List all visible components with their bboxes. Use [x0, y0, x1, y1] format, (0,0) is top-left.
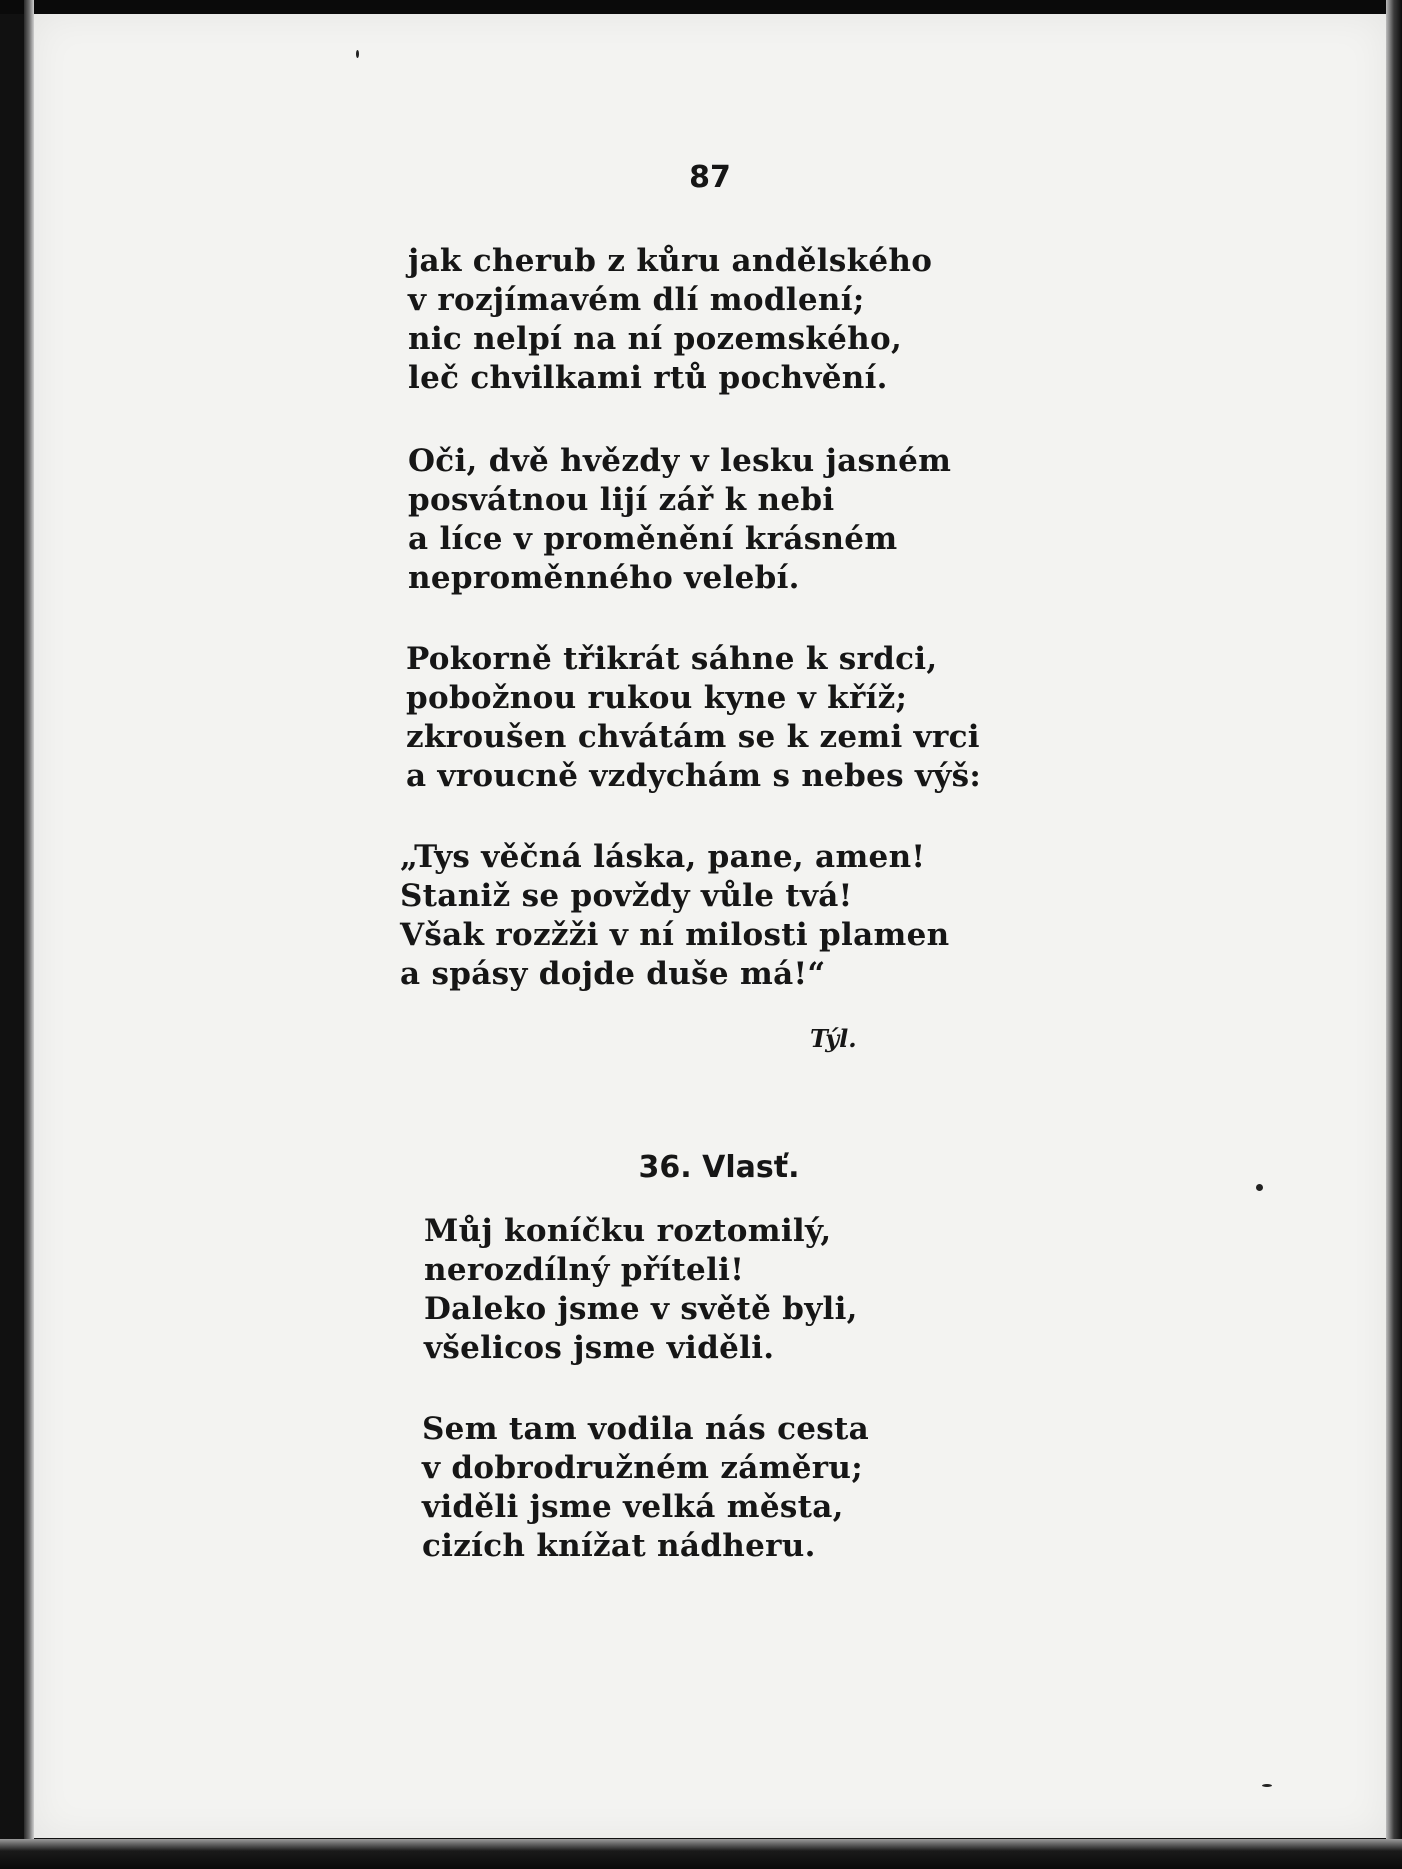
stanza-1	[408, 242, 932, 398]
scan-border-left	[24, 0, 34, 1869]
verse-line: posvátnou lijí zář k nebi	[408, 482, 835, 518]
verse-line: zkroušen chvátám se k zemi vrci	[406, 719, 980, 755]
verse-line: pobožnou rukou kyne v kříž;	[406, 680, 908, 716]
scan-border-right	[1386, 0, 1402, 1869]
verse-line: Můj koníčku roztomilý,	[424, 1213, 832, 1249]
book-page	[34, 14, 1386, 1838]
verse-line: neproměnného velebí.	[408, 560, 800, 596]
stanza-6	[422, 1410, 869, 1566]
scan-border-bottom	[0, 1839, 1402, 1869]
verse-line: Daleko jsme v světě byli,	[424, 1291, 858, 1327]
verse-line: cizích knížat nádheru.	[422, 1528, 816, 1564]
stanza-5	[424, 1212, 858, 1368]
scan-border-top	[0, 0, 1402, 14]
verse-line: „Tys věčná láska, pane, amen!	[400, 839, 926, 875]
verse-line: a líce v proměnění krásném	[408, 521, 898, 557]
verse-line: Oči, dvě hvězdy v lesku jasném	[408, 443, 952, 479]
verse-line: Pokorně třikrát sáhne k srdci,	[406, 641, 938, 677]
stanza-3	[406, 640, 981, 796]
verse-line: viděli jsme velká města,	[422, 1489, 844, 1525]
scan-speck	[1262, 1784, 1272, 1787]
verse-line: Sem tam vodila nás cesta	[422, 1411, 870, 1447]
verse-line: jak cherub z kůru andělského	[408, 243, 933, 279]
verse-line: všelicos jsme viděli.	[424, 1330, 775, 1366]
scan-speck	[1256, 1184, 1263, 1191]
verse-line: Však rozžži v ní milosti plamen	[400, 917, 950, 953]
verse-line: Staniž se povždy vůle tvá!	[400, 878, 853, 914]
scan-speck	[356, 50, 359, 58]
page-number: 87	[689, 160, 731, 195]
stanza-2	[408, 442, 951, 598]
verse-line: nic nelpí na ní pozemského,	[408, 321, 903, 357]
poem-heading: 36. Vlasť.	[638, 1150, 800, 1185]
verse-line: a spásy dojde duše má!“	[400, 956, 826, 992]
verse-line: v dobrodružném záměru;	[422, 1450, 863, 1486]
verse-line: leč chvilkami rtů pochvění.	[408, 360, 888, 396]
author-signature: Týl.	[810, 1024, 857, 1053]
stanza-4	[400, 838, 949, 994]
verse-line: nerozdílný příteli!	[424, 1252, 745, 1288]
verse-line: v rozjímavém dlí modlení;	[408, 282, 865, 318]
verse-line: a vroucně vzdychám s nebes výš:	[406, 758, 982, 794]
